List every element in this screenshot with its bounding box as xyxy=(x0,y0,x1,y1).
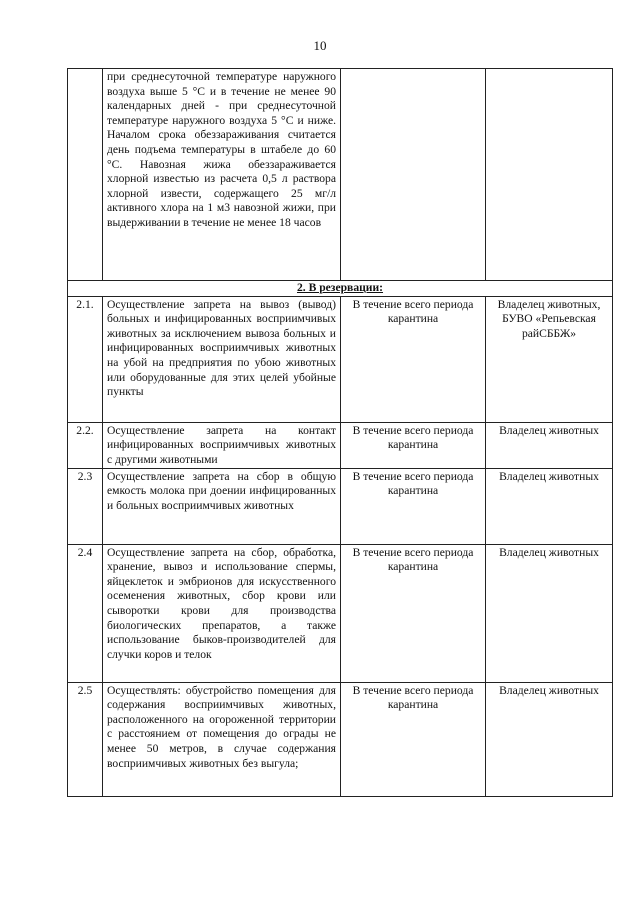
row-responsible: Владелец животных, БУВО «Репьевская райСББЖ» xyxy=(486,296,613,422)
row-term: В течение всего периода карантина xyxy=(341,468,486,544)
row-number: 2.4 xyxy=(68,544,103,682)
row-term: В течение всего периода карантина xyxy=(341,544,486,682)
table-row xyxy=(68,69,613,281)
table-row xyxy=(68,422,613,468)
row-action: Осуществление запрета на контакт инфицированных восприимчивых животных с другими животными xyxy=(103,422,341,468)
row-action: Осуществлять: обустройство помещения для содержания восприимчивых животных, расположенного на огороженной территории с расстоянием от помещения до ограды не менее 50 метров, в случае содержания восприимчивых животных без выгула; xyxy=(103,682,341,796)
row-responsible: Владелец животных xyxy=(486,422,613,468)
row-action: Осуществление запрета на сбор, обработка, хранение, вывоз и использование спермы, яйцеклеток и эмбрионов для искусственного осеменения животных, сбор крови или сыворотки крови для производства биологических препаратов, а также использование быков-производителей для случки коров и телок xyxy=(103,544,341,682)
row-responsible: Владелец животных xyxy=(486,544,613,682)
table-row xyxy=(68,682,613,796)
row-term: В течение всего периода карантина xyxy=(341,682,486,796)
row-number: 2.5 xyxy=(68,682,103,796)
page-number: 10 xyxy=(313,38,327,53)
row-number: 2.3 xyxy=(68,468,103,544)
row-number: 2.2. xyxy=(68,422,103,468)
row-responsible: Владелец животных xyxy=(486,682,613,796)
row-number: 2.1. xyxy=(68,296,103,422)
row-responsible xyxy=(486,69,613,281)
row-term: В течение всего периода карантина xyxy=(341,296,486,422)
section-title: 2. В резервации: xyxy=(68,281,613,297)
row-responsible: Владелец животных xyxy=(486,468,613,544)
row-number xyxy=(68,69,103,281)
section-row xyxy=(68,281,613,297)
row-action: при среднесуточной температуре наружного воздуха выше 5 °С и в течение не менее 90 календарных дней - при среднесуточной температуре наружного воздуха 5 °С и ниже. Началом срока обеззараживания считается день подъема температуры в штабеле до 60 °С. Навозная жижа обеззараживается хлорной известью из расчета 0,5 л раствора хлорной извести, содержащего 25 мг/л активного хлора на 1 м3 навозной жижи, при выдерживании в течение не менее 18 часов xyxy=(103,69,341,281)
quarantine-measures-table xyxy=(67,68,613,797)
row-term: В течение всего периода карантина xyxy=(341,422,486,468)
row-action: Осуществление запрета на сбор в общую емкость молока при доении инфицированных и больных восприимчивых животных xyxy=(103,468,341,544)
table-row xyxy=(68,296,613,422)
row-action: Осуществление запрета на вывоз (вывод) больных и инфицированных восприимчивых животных за исключением вывоза больных и инфицированных восприимчивых животных на убой на предприятия по убою животных или оборудованные для этих целей убойные пункты xyxy=(103,296,341,422)
table-row xyxy=(68,544,613,682)
row-term xyxy=(341,69,486,281)
table-row xyxy=(68,468,613,544)
